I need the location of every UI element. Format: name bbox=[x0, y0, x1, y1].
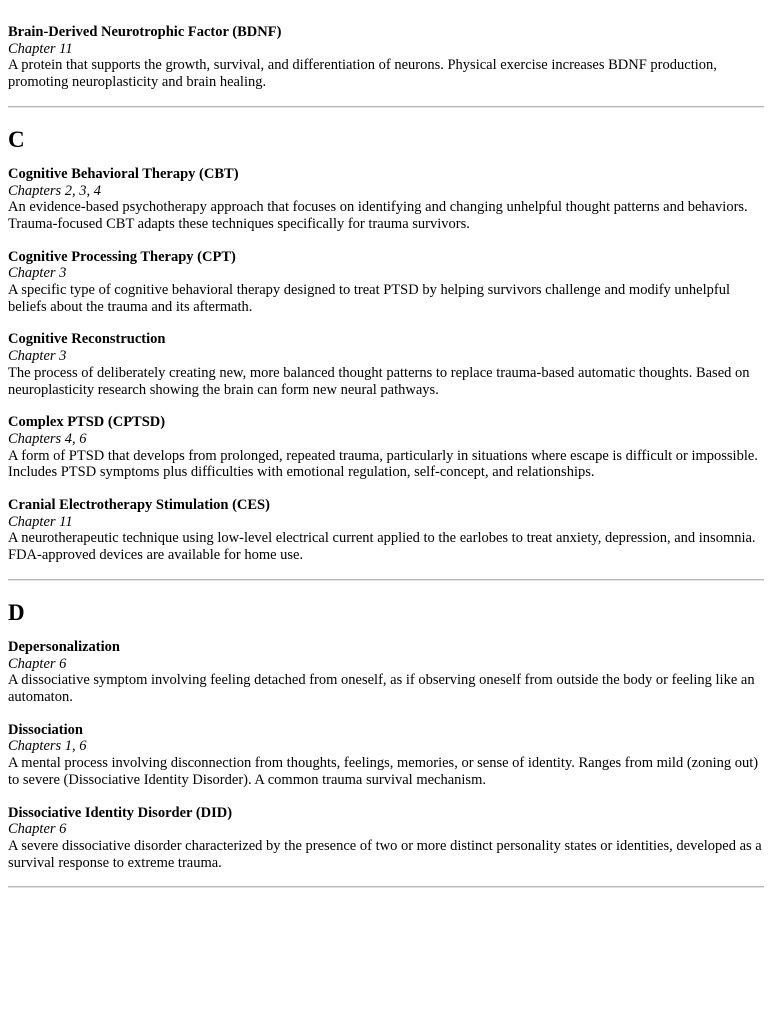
entry-chapters: Chapters 1, 6 bbox=[8, 738, 87, 755]
glossary-page bbox=[0, 24, 772, 888]
glossary-section-b bbox=[8, 24, 764, 91]
entry-definition: An evidence-based psychotherapy approach that focuses on identifying and changing unhelpful thought patterns and behaviors. Trauma-focused CBT adapts these techniques specifically for trauma survivors. bbox=[8, 199, 748, 232]
entry-definition: A protein that supports the growth, survival, and differentiation of neurons. Physical exercise increases BDNF production, promoting neuroplasticity and brain healing. bbox=[8, 57, 717, 91]
entry-chapters: Chapter 6 bbox=[8, 655, 67, 672]
entry-term: Cognitive Behavioral Therapy (CBT) bbox=[8, 165, 239, 182]
entry-chapters: Chapter 3 bbox=[8, 265, 67, 282]
entry-chapters: Chapters 2, 3, 4 bbox=[8, 182, 102, 199]
section-divider bbox=[8, 886, 764, 888]
entry-definition: A mental process involving disconnection from thoughts, feelings, memories, or sense of identity. Ranges from mild (zoning out) to severe (Dissociative Identity Disorder). A common trauma survival mechanism. bbox=[8, 755, 759, 788]
glossary-entry bbox=[8, 497, 764, 564]
entry-term: Cognitive Reconstruction bbox=[8, 331, 166, 348]
glossary-entry bbox=[8, 722, 764, 789]
entry-term: Brain-Derived Neurotrophic Factor (BDNF) bbox=[8, 24, 282, 40]
entry-definition: A neurotherapeutic technique using low-level electrical current applied to the earlobes to treat anxiety, depression, and insomnia. FDA-approved devices are available for home use. bbox=[8, 530, 756, 564]
glossary-entry bbox=[8, 639, 764, 706]
entry-term: Cognitive Processing Therapy (CPT) bbox=[8, 248, 236, 265]
entry-term: Depersonalization bbox=[8, 638, 120, 655]
entry-definition: A specific type of cognitive behavioral therapy designed to treat PTSD by helping survivors challenge and modify unhelpful beliefs about the trauma and its aftermath. bbox=[8, 282, 730, 315]
entry-definition: A form of PTSD that develops from prolonged, repeated trauma, particularly in situations where escape is difficult or impossible. Includes PTSD symptoms plus difficulties with emotional regulation, self-concept, and relationships. bbox=[8, 447, 758, 481]
section-letter: C bbox=[8, 126, 25, 152]
entry-term: Complex PTSD (CPTSD) bbox=[8, 414, 166, 431]
glossary-entry bbox=[8, 24, 764, 91]
glossary-entry bbox=[8, 249, 764, 316]
glossary-section-d bbox=[8, 581, 764, 871]
glossary-entry bbox=[8, 805, 764, 872]
section-letter: D bbox=[8, 599, 25, 625]
glossary-entry bbox=[8, 166, 764, 233]
entry-chapters: Chapter 3 bbox=[8, 348, 67, 365]
entry-term: Dissociative Identity Disorder (DID) bbox=[8, 804, 233, 821]
glossary-section-c bbox=[8, 108, 764, 564]
entry-definition: The process of deliberately creating new, more balanced thought patterns to replace trauma-based automatic thoughts. Based on neuroplasticity research showing the brain can form new neural pathways. bbox=[8, 364, 750, 398]
entry-term: Cranial Electrotherapy Stimulation (CES) bbox=[8, 497, 270, 514]
entry-definition: A severe dissociative disorder characterized by the presence of two or more distinct personality states or identities, developed as a survival response to extreme trauma. bbox=[8, 837, 762, 871]
entry-chapters: Chapters 4, 6 bbox=[8, 430, 87, 447]
glossary-entry bbox=[8, 414, 764, 481]
entry-chapters: Chapter 11 bbox=[8, 513, 73, 530]
entry-chapters: Chapter 6 bbox=[8, 821, 67, 838]
glossary-entry bbox=[8, 331, 764, 398]
entry-chapters: Chapter 11 bbox=[8, 40, 73, 57]
entry-definition: A dissociative symptom involving feeling detached from oneself, as if observing oneself from outside the body or feeling like an automaton. bbox=[8, 672, 755, 705]
entry-term: Dissociation bbox=[8, 721, 83, 738]
